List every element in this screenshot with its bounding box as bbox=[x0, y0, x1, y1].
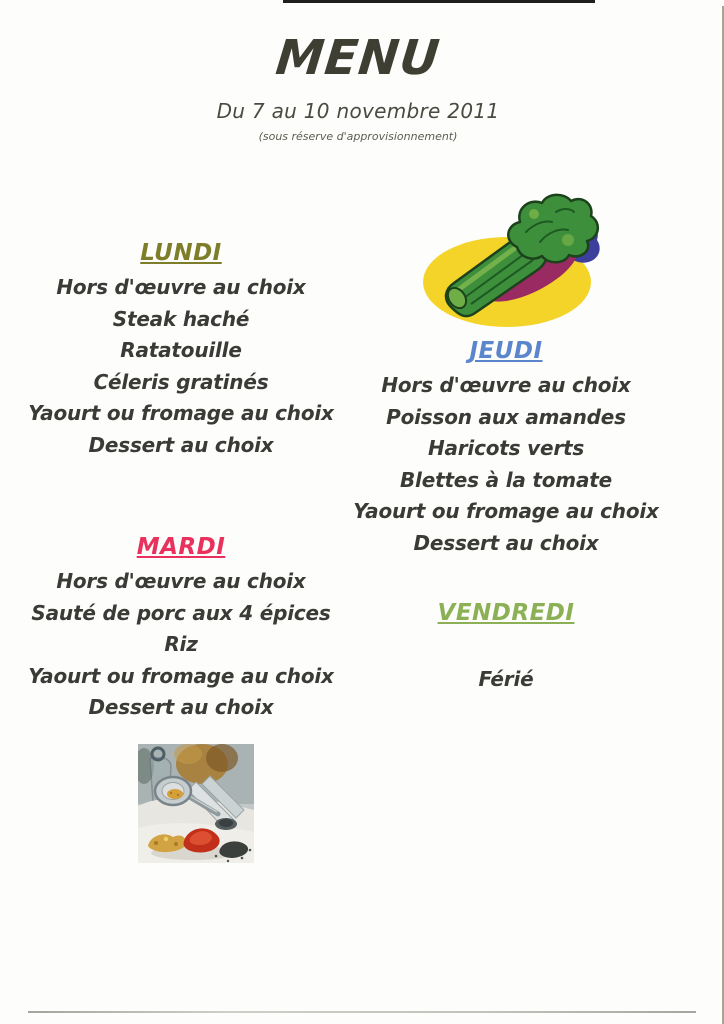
menu-item: Sauté de porc aux 4 épices bbox=[31, 600, 331, 625]
day-section-vendredi bbox=[350, 598, 662, 696]
page-title: MENU bbox=[273, 30, 443, 86]
day-section-mardi bbox=[20, 532, 342, 724]
menu-item: Ratatouille bbox=[120, 338, 242, 363]
day-header-mardi: MARDI bbox=[136, 534, 226, 560]
menu-item: Hors d'œuvre au choix bbox=[56, 275, 306, 299]
day-header-vendredi: VENDREDI bbox=[437, 600, 575, 626]
menu-item: Yaourt ou fromage au choix bbox=[28, 663, 334, 688]
menu-item: Dessert au choix bbox=[88, 432, 274, 457]
menu-item: Dessert au choix bbox=[88, 695, 274, 720]
menu-item: Férié bbox=[478, 667, 534, 691]
day-header-lundi: LUNDI bbox=[140, 240, 222, 266]
date-range: Du 7 au 10 novembre 2011 bbox=[216, 99, 500, 123]
scan-artifact-top-edge bbox=[283, 0, 595, 3]
celery-leaves bbox=[508, 195, 598, 262]
day-items-vendredi bbox=[350, 664, 662, 696]
spices-photo bbox=[138, 744, 254, 863]
scan-artifact-bottom-edge bbox=[28, 1011, 696, 1013]
day-section-jeudi bbox=[350, 336, 662, 560]
day-items-mardi bbox=[20, 566, 342, 724]
day-items-lundi bbox=[20, 272, 342, 462]
menu-item: Hors d'œuvre au choix bbox=[56, 569, 306, 593]
menu-item: Hors d'œuvre au choix bbox=[381, 373, 631, 397]
menu-item: Céleris gratinés bbox=[93, 369, 269, 394]
menu-item: Haricots verts bbox=[427, 436, 585, 461]
menu-item: Poisson aux amandes bbox=[386, 404, 626, 429]
menu-item: Blettes à la tomate bbox=[400, 467, 612, 492]
menu-item: Yaourt ou fromage au choix bbox=[353, 499, 659, 524]
day-section-lundi bbox=[20, 238, 342, 462]
menu-item: Yaourt ou fromage au choix bbox=[28, 401, 334, 426]
menu-item: Riz bbox=[164, 632, 198, 657]
celery-clipart bbox=[418, 190, 606, 334]
menu-item: Dessert au choix bbox=[413, 530, 599, 555]
day-items-jeudi bbox=[350, 370, 662, 560]
day-header-jeudi: JEUDI bbox=[469, 338, 543, 364]
availability-note: (sous réserve d'approvisionnement) bbox=[258, 130, 458, 143]
menu-item: Steak haché bbox=[112, 306, 250, 331]
